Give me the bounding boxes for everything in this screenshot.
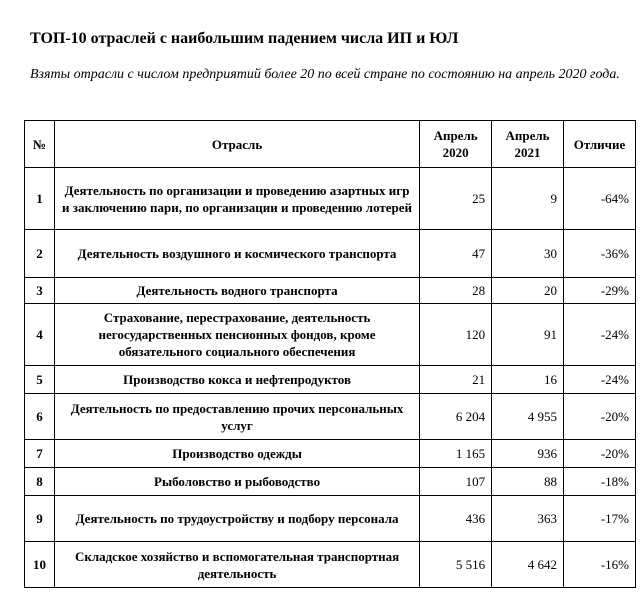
- cell-april-2020: 120: [420, 304, 492, 366]
- table-row: [25, 468, 636, 496]
- table-row: [25, 304, 636, 366]
- table-row: [25, 496, 636, 542]
- table-header-row: [25, 121, 636, 168]
- cell-diff: -36%: [564, 230, 636, 278]
- cell-industry: Производство одежды: [54, 440, 419, 468]
- cell-diff: -20%: [564, 394, 636, 440]
- header-april-2021: Апрель 2021: [492, 121, 564, 168]
- cell-num: 4: [25, 304, 55, 366]
- table-row: [25, 230, 636, 278]
- header-num: №: [25, 121, 55, 168]
- table-row: [25, 278, 636, 304]
- cell-industry: Страхование, перестрахование, деятельность негосударственных пенсионных фондов, кроме обязательного социального обеспечения: [54, 304, 419, 366]
- cell-diff: -18%: [564, 468, 636, 496]
- cell-april-2020: 25: [420, 168, 492, 230]
- industries-table: [24, 120, 636, 588]
- cell-april-2020: 107: [420, 468, 492, 496]
- cell-num: 5: [25, 366, 55, 394]
- cell-num: 6: [25, 394, 55, 440]
- header-april-2020: Апрель 2020: [420, 121, 492, 168]
- cell-diff: -16%: [564, 542, 636, 588]
- cell-diff: -29%: [564, 278, 636, 304]
- cell-april-2020: 47: [420, 230, 492, 278]
- cell-diff: -64%: [564, 168, 636, 230]
- cell-industry: Рыболовство и рыбоводство: [54, 468, 419, 496]
- cell-april-2021: 88: [492, 468, 564, 496]
- table-row: [25, 394, 636, 440]
- cell-num: 9: [25, 496, 55, 542]
- cell-industry: Производство кокса и нефтепродуктов: [54, 366, 419, 394]
- cell-num: 10: [25, 542, 55, 588]
- cell-april-2020: 21: [420, 366, 492, 394]
- table-row: [25, 440, 636, 468]
- cell-num: 2: [25, 230, 55, 278]
- table-row: [25, 168, 636, 230]
- cell-industry: Деятельность водного транспорта: [54, 278, 419, 304]
- cell-april-2020: 436: [420, 496, 492, 542]
- cell-april-2021: 30: [492, 230, 564, 278]
- cell-april-2021: 91: [492, 304, 564, 366]
- cell-industry: Деятельность воздушного и космического транспорта: [54, 230, 419, 278]
- cell-num: 7: [25, 440, 55, 468]
- cell-industry: Деятельность по предоставлению прочих персональных услуг: [54, 394, 419, 440]
- cell-industry: Деятельность по организации и проведению азартных игр и заключению пари, по организации и проведению лотерей: [54, 168, 419, 230]
- cell-diff: -20%: [564, 440, 636, 468]
- cell-april-2021: 936: [492, 440, 564, 468]
- cell-industry: Складское хозяйство и вспомогательная транспортная деятельность: [54, 542, 419, 588]
- cell-num: 3: [25, 278, 55, 304]
- header-diff: Отличие: [564, 121, 636, 168]
- header-industry: Отрасль: [54, 121, 419, 168]
- document-title: ТОП-10 отраслей с наибольшим падением числа ИП и ЮЛ: [30, 30, 459, 47]
- cell-industry: Деятельность по трудоустройству и подбору персонала: [54, 496, 419, 542]
- cell-num: 1: [25, 168, 55, 230]
- cell-april-2020: 6 204: [420, 394, 492, 440]
- table-row: [25, 366, 636, 394]
- table-row: [25, 542, 636, 588]
- document-subtitle: Взяты отрасли с числом предприятий более 20 по всей стране по состоянию на апрель 2020 года.: [30, 67, 620, 82]
- cell-num: 8: [25, 468, 55, 496]
- cell-april-2021: 363: [492, 496, 564, 542]
- cell-april-2021: 4 642: [492, 542, 564, 588]
- cell-diff: -17%: [564, 496, 636, 542]
- cell-april-2021: 16: [492, 366, 564, 394]
- cell-diff: -24%: [564, 304, 636, 366]
- cell-april-2021: 9: [492, 168, 564, 230]
- cell-diff: -24%: [564, 366, 636, 394]
- cell-april-2020: 1 165: [420, 440, 492, 468]
- cell-april-2020: 5 516: [420, 542, 492, 588]
- cell-april-2021: 20: [492, 278, 564, 304]
- cell-april-2021: 4 955: [492, 394, 564, 440]
- cell-april-2020: 28: [420, 278, 492, 304]
